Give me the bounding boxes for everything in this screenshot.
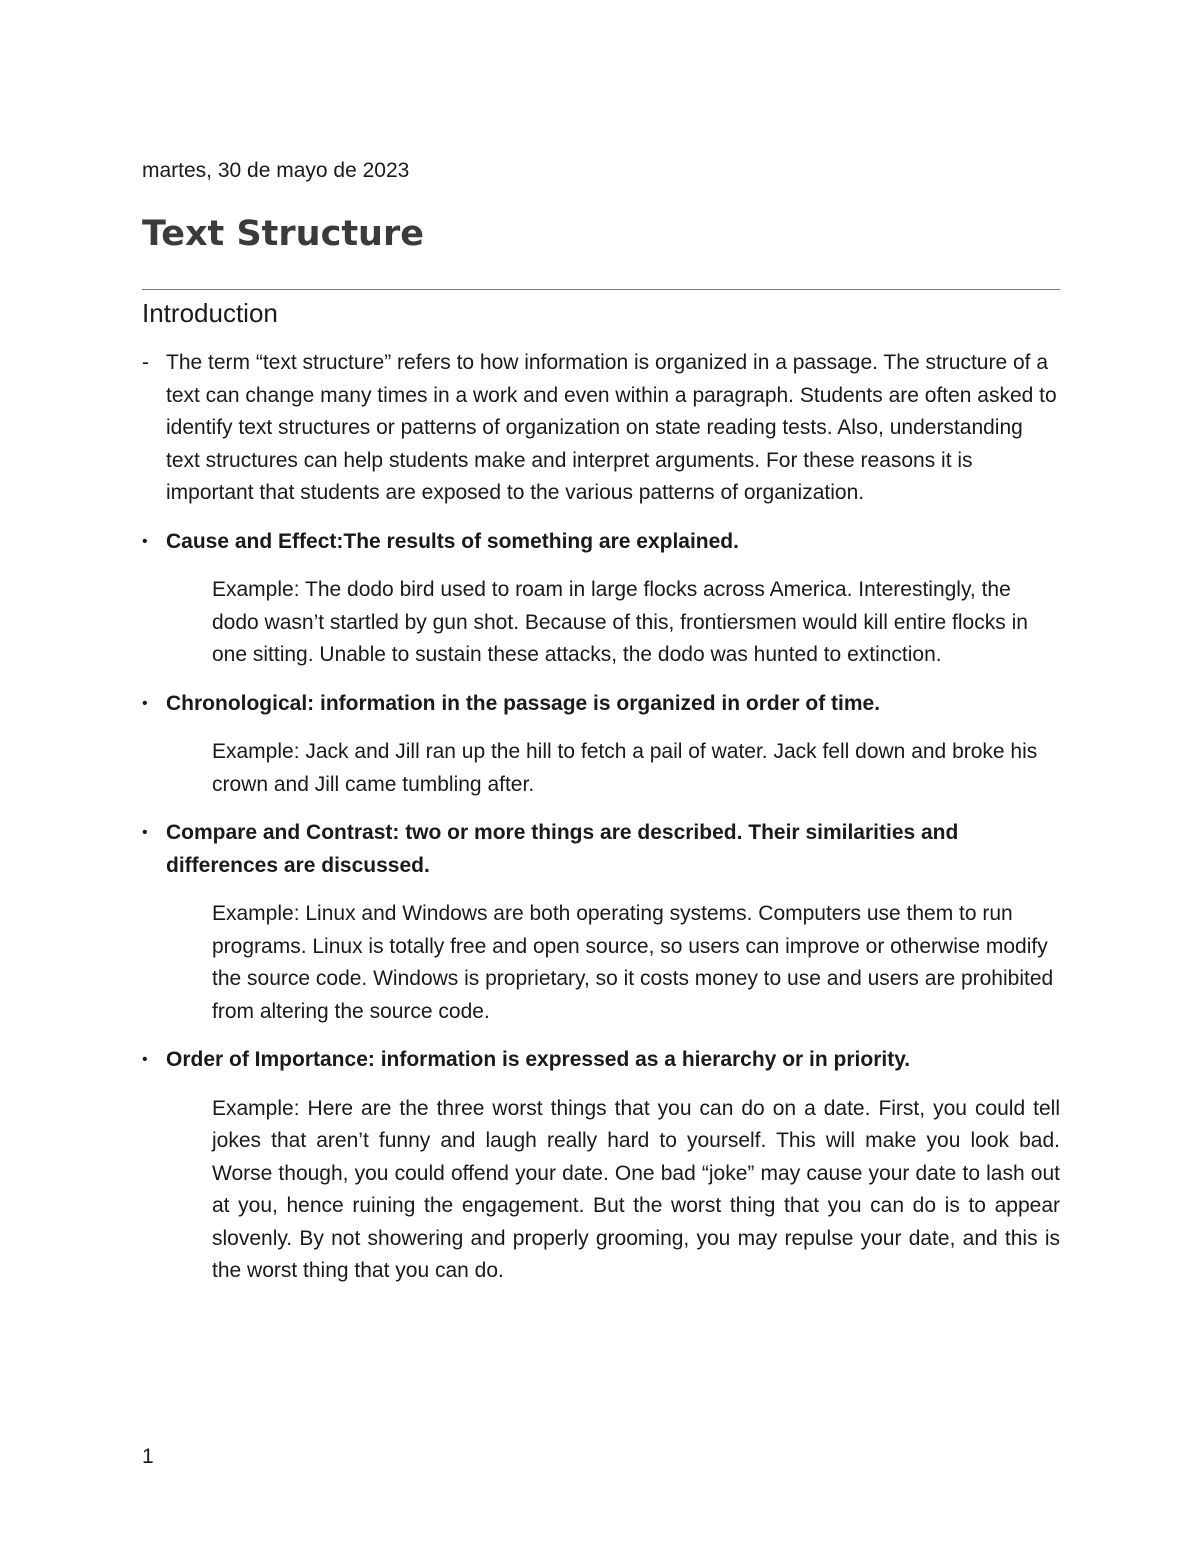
item-label: Chronological: information in the passage is organized in order of time. bbox=[166, 691, 881, 715]
list-item-order-of-importance bbox=[142, 1044, 1060, 1077]
document-page bbox=[142, 0, 1060, 1553]
bullet-marker: • bbox=[142, 532, 148, 550]
bullet-marker: • bbox=[142, 1051, 148, 1068]
list-item-cause-effect bbox=[142, 526, 1060, 559]
document-date: martes, 30 de mayo de 2023 bbox=[142, 159, 410, 182]
example-paragraph: Example: Jack and Jill ran up the hill to fetch a pail of water. Jack fell down and broke his crown and Jill came tumbling after. bbox=[212, 740, 1038, 796]
item-label: Order of Importance: information is expressed as a hierarchy or in priority. bbox=[166, 1048, 911, 1071]
example-paragraph: Example: Here are the three worst things that you can do on a date. First, you could tell jokes that aren’t funny and laugh really hard to yourself. This will make you look bad. Worse though, you could offend your date. One bad “joke” may cause your date to lash out at you, hence ruining the engagement. But the worst thing that you can do is to appear slovenly. By not showering and properly grooming, you may repulse your date, and this is the worst thing that you can do. bbox=[212, 1096, 1060, 1282]
intro-paragraph bbox=[142, 347, 1060, 510]
document-body bbox=[142, 347, 1060, 1304]
item-label: Compare and Contrast: two or more things are described. Their similarities and differences are discussed. bbox=[166, 821, 959, 877]
section-heading-introduction: Introduction bbox=[142, 298, 278, 328]
example-paragraph: Example: The dodo bird used to roam in large flocks across America. Interestingly, the dodo wasn’t startled by gun shot. Because of this, frontiersmen would kill entire flocks in one sitting. Unable to sustain these attacks, the dodo was hunted to extinction. bbox=[212, 578, 1028, 666]
dash-marker: - bbox=[142, 351, 149, 374]
list-item-chronological bbox=[142, 688, 1060, 721]
bullet-marker: • bbox=[142, 824, 148, 841]
list-item-compare-contrast bbox=[142, 817, 1060, 882]
title-divider bbox=[142, 289, 1060, 290]
page-title: Text Structure bbox=[142, 214, 424, 254]
bullet-marker: • bbox=[142, 694, 148, 712]
item-label: Cause and Effect:The results of something are explained. bbox=[166, 529, 739, 553]
example-paragraph: Example: Linux and Windows are both operating systems. Computers use them to run programs. Linux is totally free and open source, so users can improve or otherwise modify the source code. Windows is proprietary, so it costs money to use and users are prohibited from altering the source code. bbox=[212, 902, 1054, 1023]
page-number: 1 bbox=[142, 1445, 154, 1468]
intro-text: The term “text structure” refers to how information is organized in a passage. The structure of a text can change many times in a work and even within a paragraph. Students are often asked to identify text structures or patterns of organization on state reading tests. Also, understanding text structures can help students make and interpret arguments. For these reasons it is important that students are exposed to the various patterns of organization. bbox=[166, 351, 1057, 504]
